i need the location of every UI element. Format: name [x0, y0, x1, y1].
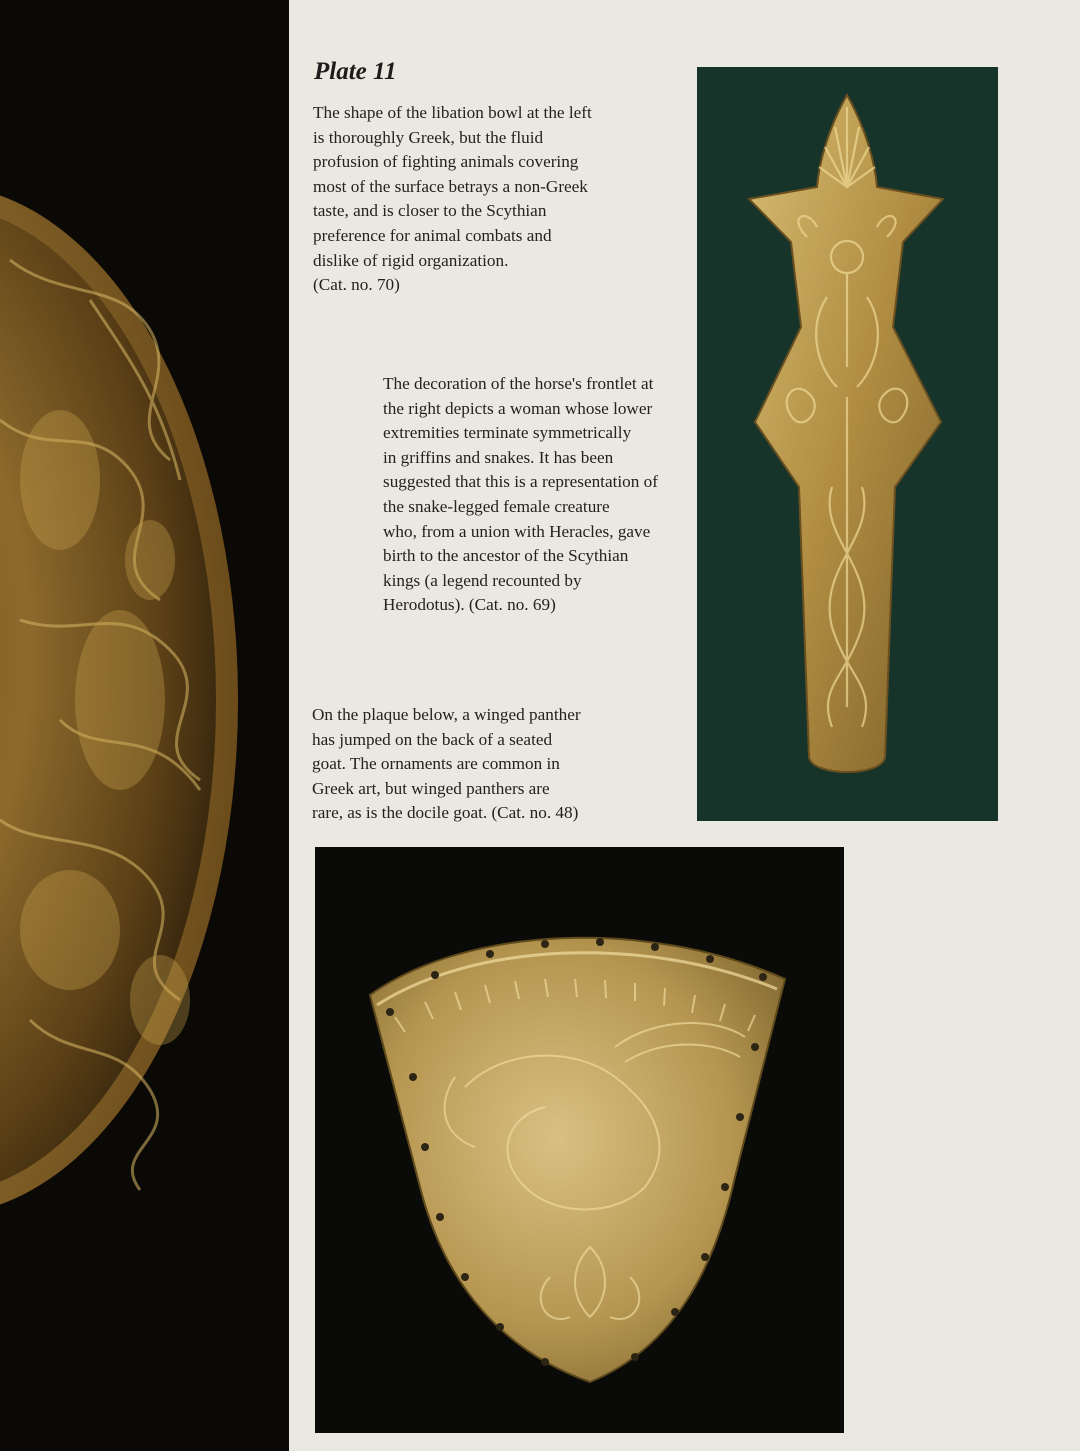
- libation-bowl-illustration: [0, 0, 289, 1451]
- frontlet-illustration: [697, 67, 998, 821]
- caption-line: kings (a legend recounted by: [383, 570, 582, 590]
- caption-line: profusion of fighting animals covering: [313, 152, 579, 172]
- caption-line: has jumped on the back of a seated: [312, 729, 553, 749]
- plaque-caption: [312, 703, 622, 826]
- caption-line: who, from a union with Heracles, gave: [383, 521, 651, 541]
- caption-line: Greek art, but winged panthers are: [312, 778, 550, 798]
- bowl-caption: [313, 101, 623, 298]
- caption-line: birth to the ancestor of the Scythian: [383, 546, 629, 566]
- caption-line: goat. The ornaments are common in: [312, 754, 560, 774]
- horse-frontlet-photo: [697, 67, 998, 821]
- caption-line: extremities terminate symmetrically: [383, 423, 632, 443]
- libation-bowl-photo: [0, 0, 289, 1451]
- caption-line: On the plaque below, a winged panther: [312, 705, 581, 724]
- caption-line: suggested that this is a representation of: [383, 472, 658, 492]
- caption-line: dislike of rigid organization.: [313, 250, 509, 270]
- caption-line: The decoration of the horse's frontlet at: [383, 374, 654, 393]
- caption-line: Herodotus). (Cat. no. 69): [383, 595, 556, 615]
- caption-line: taste, and is closer to the Scythian: [313, 201, 547, 221]
- caption-line: the snake-legged female creature: [383, 496, 610, 516]
- caption-line: in griffins and snakes. It has been: [383, 447, 614, 467]
- plaque-illustration: [315, 847, 844, 1433]
- caption-line: the right depicts a woman whose lower: [383, 398, 653, 418]
- frontlet-caption: [383, 372, 693, 618]
- caption-line: most of the surface betrays a non-Greek: [313, 176, 588, 196]
- caption-line: is thoroughly Greek, but the fluid: [313, 127, 544, 147]
- winged-panther-plaque-photo: [315, 847, 844, 1433]
- caption-line: preference for animal combats and: [313, 225, 552, 245]
- caption-line: (Cat. no. 70): [313, 275, 400, 295]
- plate-title: Plate 11: [314, 58, 397, 85]
- caption-line: The shape of the libation bowl at the left: [313, 103, 592, 122]
- caption-line: rare, as is the docile goat. (Cat. no. 48): [312, 803, 579, 823]
